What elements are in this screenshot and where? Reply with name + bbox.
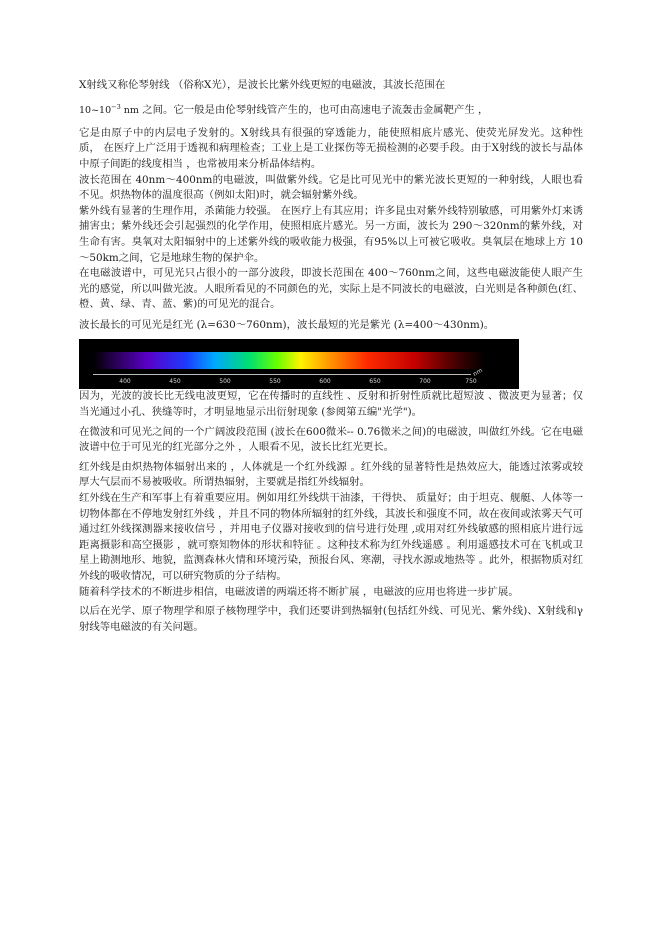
paragraph-uv-effects: 紫外线有显著的生理作用，杀菌能力较强。 在医疗上有其应用；许多昆虫对紫外线特别敏感，可用紫外灯来诱捕害虫；紫外线还会引起强烈的化学作用，使照相底片感光。另一方面，波长为 290～320nm的紫外线，对生命有害。臭氧对太阳辐射中的上述紫外线的吸收能力极强，有95%以上可被它吸收。臭氧层在地球上方 10～50km之间，它是地球生物的保护伞。	[79, 204, 583, 264]
spectrum-color-band	[93, 352, 485, 369]
spectrum-tick: 600	[319, 378, 331, 386]
paragraph-xray-range	[79, 96, 583, 122]
spectrum-tick: 450	[169, 378, 181, 386]
document-body	[79, 78, 583, 635]
visible-spectrum-image	[79, 339, 519, 389]
spectrum-tick: 650	[369, 378, 381, 386]
spectrum-tick: 750	[465, 378, 477, 386]
paragraph-later-topics: 以后在光学、原子物理学和原子核物理学中，我们还要讲到热辐射(包括红外线、可见光、紫外线)、X射线和γ射线等电磁波的有关问题。	[79, 605, 583, 633]
paragraph-light-properties: 因为，光波的波长比无线电波更短，它在传播时的直线性 、反射和折射性质就比超短波 、微波更为显著；仅当光通过小孔、狭缝等时，才明显地显示出衍射现象 (参阅第五编"光学")。	[79, 390, 583, 419]
spectrum-tick: 500	[219, 378, 231, 386]
paragraph-red-violet: 波长最长的可见光是红光 (λ=630～760nm)，波长最短的光是紫光 (λ=400～430nm)。	[79, 318, 495, 331]
paragraph-visible-light: 在电磁波谱中，可见光只占很小的一部分波段，即波长范围在 400～760nm之间，这些电磁波能使人眼产生光的感觉，所以叫做光波。人眼所看见的不同颜色的光，实际上是不同波长的电磁波，白光则是各种颜色(红、橙、黄、绿、青、蓝、紫)的可见光的混合。	[79, 267, 583, 311]
paragraph-future-expansion: 随着科学技术的不断进步相信，电磁波谱的两端还将不断扩展 ，电磁波的应用也将进一步扩展。	[79, 585, 519, 598]
paragraph-xray-properties: 它是由原子中的内层电子发射的。X射线具有很强的穿透能力，能使照相底片感光、使荧光屏发光。这种性质， 在医疗上广泛用于透视和病理检查；工业上是工业探伤等无损检测的必要手段。由于X射线的波长与晶体中原子间距的线度相当 ，也常被用来分析晶体结构。	[79, 126, 583, 170]
paragraph-xray-intro: X射线又称伦琴射线 （俗称X光），是波长比紫外线更短的电磁波，其波长范围在	[79, 79, 446, 91]
spectrum-axis	[93, 374, 471, 375]
paragraph-xray-range-text: 之间。它一般是由伦琴射线管产生的，也可由高速电子流轰击金属靶产生 ，	[142, 103, 489, 116]
paragraph-infrared-definition: 在微波和可见光之间的一个广阔波段范围 (波长在600微米-- 0.76微米之间)的电磁波，叫做红外线。它在电磁波谱中位于可见光的红光部分之外 ，人眼看不见，波长比红光更长。	[79, 425, 583, 454]
paragraph-uv-definition: 波长范围在 40nm～400nm的电磁波，叫做紫外线。它是比可见光中的紫光波长更短的一种射线，人眼也看不见。炽热物体的温度很高（例如太阳)时，就会辐射紫外线。	[79, 173, 583, 202]
paragraph-infrared-applications: 红外线在生产和军事上有着重要应用。例如用红外线烘干油漆，干得快、 质量好；由于坦克、舰艇、人体等一切物体都在不停地发射红外线 ，并且不同的物体所辐射的红外线，其波长和强度不同，故在夜间或浓雾天气可通过红外线探测器来接收信号 ，并用电子仪器对接收到的信号进行处理 ,或用对红外线敏感的照相底片进行远距离摄影和高空摄影 ，就可察知物体的形状和特征 。这种技术称为红外线遥感 。利用遥感技术可在飞机或卫星上勘测地形、地貌，监测森林火情和环境污染，预报台风、寒潮，寻找水源或地热等 。此外，根据物质对红外线的吸收情况，可以研究物质的分子结构。	[79, 492, 583, 582]
paragraph-infrared-source: 红外线是由炽热物体辐射出来的 ，人体就是一个红外线源 。红外线的显著特性是热效应大，能透过浓雾或较厚大气层而不易被吸收。所谓热辐射，主要就是指红外线辐射。	[79, 460, 583, 489]
spectrum-tick: 700	[419, 378, 431, 386]
spectrum-tick: 550	[269, 378, 281, 386]
spectrum-unit-label: nm	[471, 367, 484, 379]
wavelength-range-formula: $10\sim 10^{-3}$ nm	[79, 102, 139, 116]
spectrum-tick: 400	[119, 378, 131, 386]
